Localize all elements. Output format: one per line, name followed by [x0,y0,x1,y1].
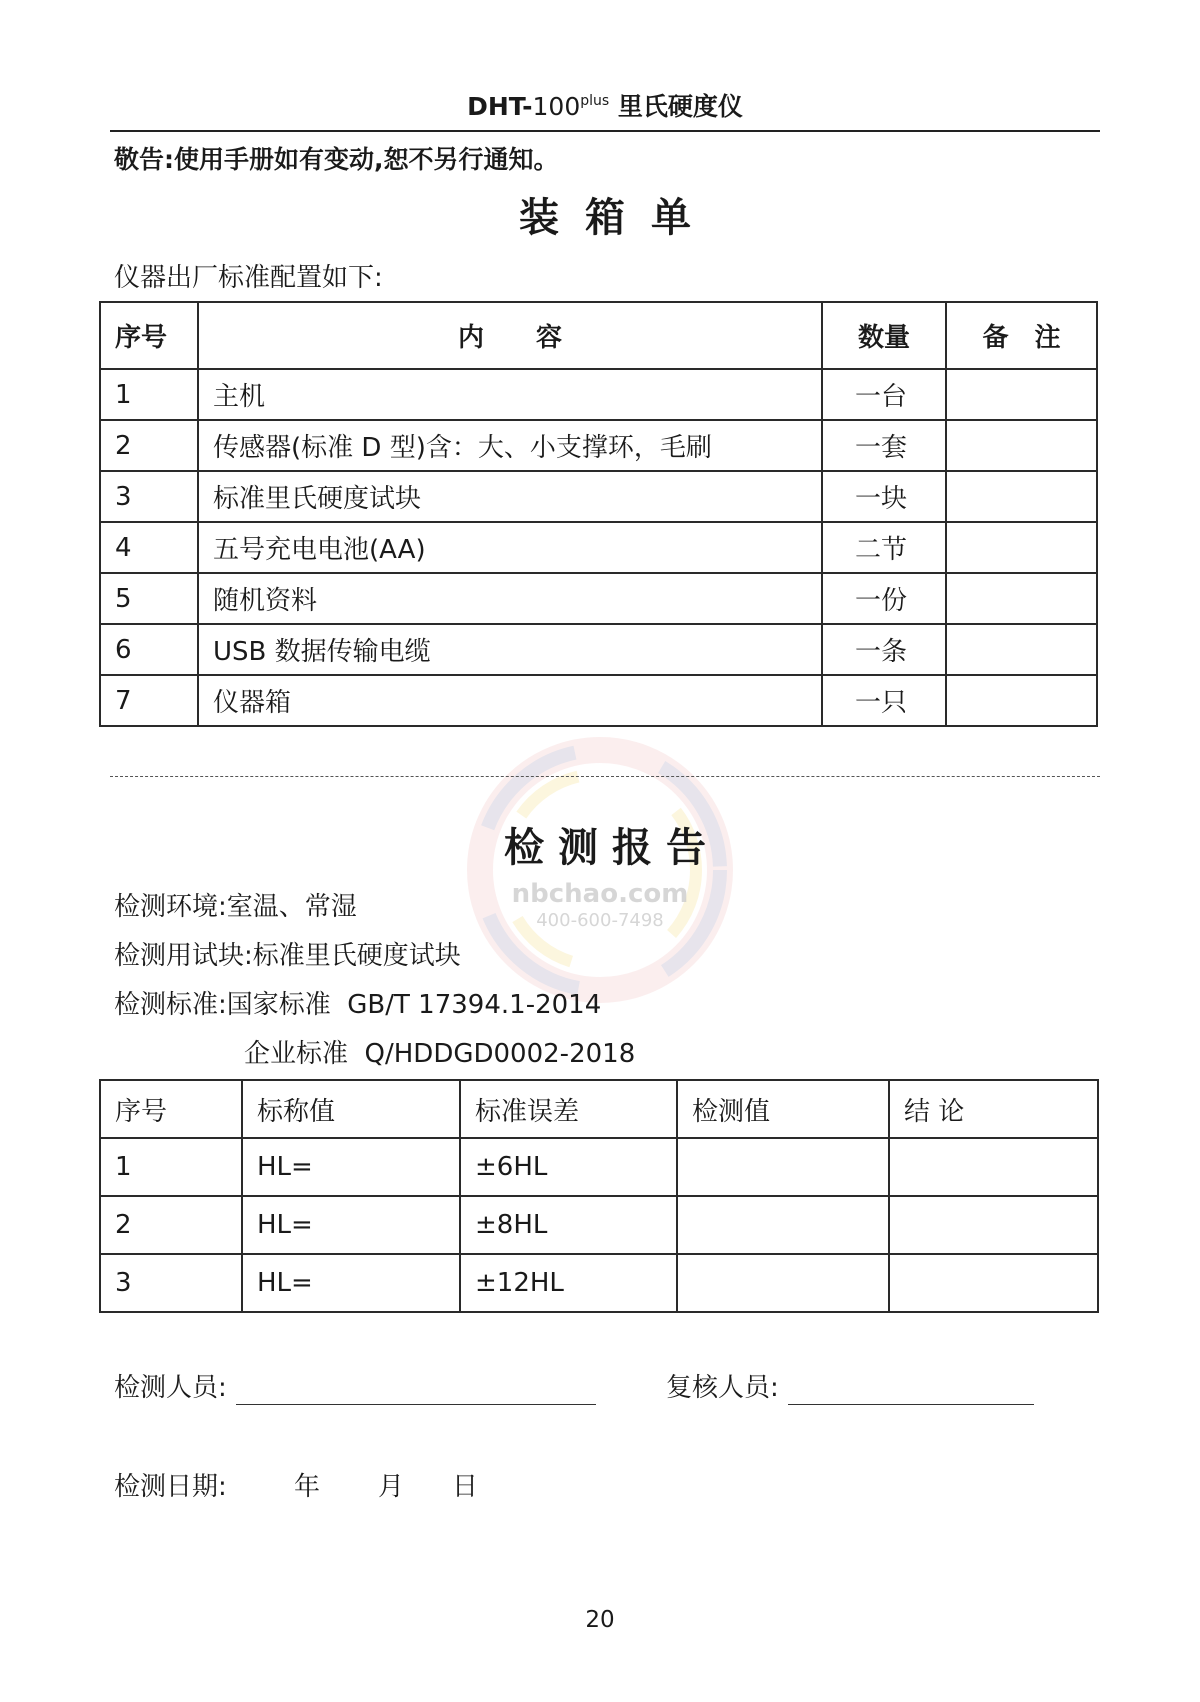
row-note [946,471,1097,522]
row-note [946,624,1097,675]
model-prefix: DHT- [467,92,533,121]
report-standard: 检测标准:国家标准 GB/T 17394.1-2014 [114,990,602,1020]
date-month: 月 [378,1472,405,1502]
row-measured[interactable] [677,1254,889,1312]
row-qty: 一块 [822,471,946,522]
column-header-measured: 检测值 [677,1080,889,1138]
packing-list-table [99,301,1098,727]
report-test-block: 检测用试块:标准里氏硬度试块 [114,941,461,971]
date-year: 年 [294,1472,321,1502]
row-error: ±8HL [460,1196,677,1254]
date-day: 日 [452,1472,479,1502]
column-header-error: 标准误差 [460,1080,677,1138]
page-header-title [110,90,1100,124]
row-content: 标准里氏硬度试块 [198,471,822,522]
row-no: 6 [100,624,198,675]
inspector-signature-line[interactable] [236,1404,596,1405]
row-nominal: HL= [242,1138,460,1196]
row-content: 仪器箱 [198,675,822,726]
table-row [100,1196,1098,1254]
column-header-note: 备 注 [946,302,1097,369]
row-content: 传感器(标准 D 型)含：大、小支撑环，毛刷 [198,420,822,471]
row-measured[interactable] [677,1196,889,1254]
row-error: ±12HL [460,1254,677,1312]
row-note [946,420,1097,471]
packing-list-title: 装箱单 [519,195,717,241]
table-header-row [100,302,1097,369]
notice-text: 敬告:使用手册如有变动,恕不另行通知。 [114,145,559,174]
table-row [100,675,1097,726]
row-note [946,369,1097,420]
row-error: ±6HL [460,1138,677,1196]
row-conclusion[interactable] [889,1254,1098,1312]
report-environment: 检测环境:室温、常湿 [114,892,357,922]
row-content: 五号充电电池(AA) [198,522,822,573]
table-row [100,471,1097,522]
cut-line [110,776,1100,777]
row-no: 3 [100,1254,242,1312]
report-title: 检测报告 [504,825,720,871]
column-header-content: 内 容 [198,302,822,369]
table-row [100,420,1097,471]
row-note [946,573,1097,624]
column-header-no: 序号 [100,302,198,369]
row-nominal: HL= [242,1254,460,1312]
column-header-nominal: 标称值 [242,1080,460,1138]
column-header-no: 序号 [100,1080,242,1138]
row-qty: 一只 [822,675,946,726]
row-no: 1 [100,1138,242,1196]
row-qty: 一套 [822,420,946,471]
table-row [100,624,1097,675]
row-content: 随机资料 [198,573,822,624]
table-row [100,1254,1098,1312]
model-number: 100 [532,92,581,121]
row-no: 5 [100,573,198,624]
row-nominal: HL= [242,1196,460,1254]
row-no: 1 [100,369,198,420]
date-label: 检测日期: [114,1472,227,1502]
report-table [99,1079,1099,1313]
row-qty: 一份 [822,573,946,624]
row-conclusion[interactable] [889,1138,1098,1196]
reviewer-label: 复核人员: [666,1373,779,1403]
row-measured[interactable] [677,1138,889,1196]
watermark-text: nbchao.com [511,879,689,909]
row-content: USB 数据传输电缆 [198,624,822,675]
column-header-qty: 数量 [822,302,946,369]
reviewer-signature-line[interactable] [788,1404,1034,1405]
table-row [100,522,1097,573]
row-qty: 二节 [822,522,946,573]
page-number: 20 [585,1607,615,1633]
row-conclusion[interactable] [889,1196,1098,1254]
row-no: 3 [100,471,198,522]
column-header-conclusion: 结 论 [889,1080,1098,1138]
report-enterprise-standard: 企业标准 Q/HDDGD0002-2018 [244,1039,636,1069]
row-no: 4 [100,522,198,573]
table-row [100,1138,1098,1196]
row-note [946,675,1097,726]
watermark-phone: 400-600-7498 [536,910,664,931]
table-header-row [100,1080,1098,1138]
table-row [100,369,1097,420]
row-no: 2 [100,420,198,471]
row-content: 主机 [198,369,822,420]
row-no: 2 [100,1196,242,1254]
inspector-label: 检测人员: [114,1373,227,1403]
row-note [946,522,1097,573]
product-name: 里氏硬度仪 [617,92,743,121]
header-divider [110,130,1100,132]
row-qty: 一条 [822,624,946,675]
table-row [100,573,1097,624]
row-qty: 一台 [822,369,946,420]
model-sup: plus [580,93,610,109]
row-no: 7 [100,675,198,726]
packing-list-intro: 仪器出厂标准配置如下: [114,263,383,293]
